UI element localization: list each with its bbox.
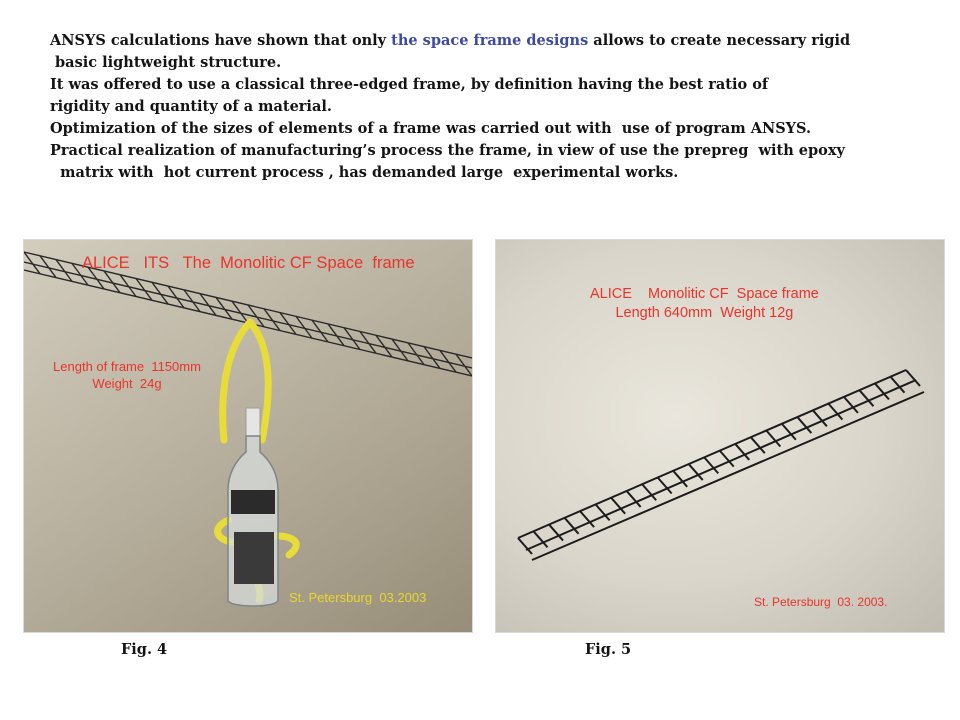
fig4-title: ALICE ITS The Monolitic CF Space frame bbox=[82, 254, 415, 272]
fig4-location: St. Petersburg 03.2003 bbox=[289, 590, 427, 605]
intro-highlight: the space frame designs bbox=[391, 32, 589, 49]
fig4-specs: Length of frame 1150mm Weight 24g bbox=[53, 359, 201, 391]
fig4-caption: Fig. 4 bbox=[121, 641, 168, 658]
intro-line-2: basic lightweight structure. bbox=[50, 54, 282, 71]
intro-text bbox=[50, 30, 930, 184]
intro-line-7: matrix with hot current process , has demanded large experimental works. bbox=[50, 164, 679, 181]
fig5-caption: Fig. 5 bbox=[585, 641, 632, 658]
fig5-location: St. Petersburg 03. 2003. bbox=[754, 595, 888, 609]
intro-line-3: It was offered to use a classical three-edged frame, by definition having the best ratio of bbox=[50, 76, 769, 93]
fig5-photo bbox=[496, 240, 944, 632]
fig5-title: ALICE Monolitic CF Space frame Length 640mm Weight 12g bbox=[590, 286, 819, 321]
intro-line-5: Optimization of the sizes of elements of a frame was carried out with use of program ANSYS. bbox=[50, 120, 812, 137]
intro-line-1: ANSYS calculations have shown that only the space frame designs allows to create necessary rigid bbox=[50, 32, 851, 49]
fig5-space-frame bbox=[518, 370, 924, 560]
fig4-scene bbox=[24, 240, 472, 632]
intro-line-4: rigidity and quantity of a material. bbox=[50, 98, 332, 115]
intro-line-6: Practical realization of manufacturing’s process the frame, in view of use the prepreg with epoxy bbox=[50, 142, 845, 159]
fig4-photo bbox=[24, 240, 472, 632]
